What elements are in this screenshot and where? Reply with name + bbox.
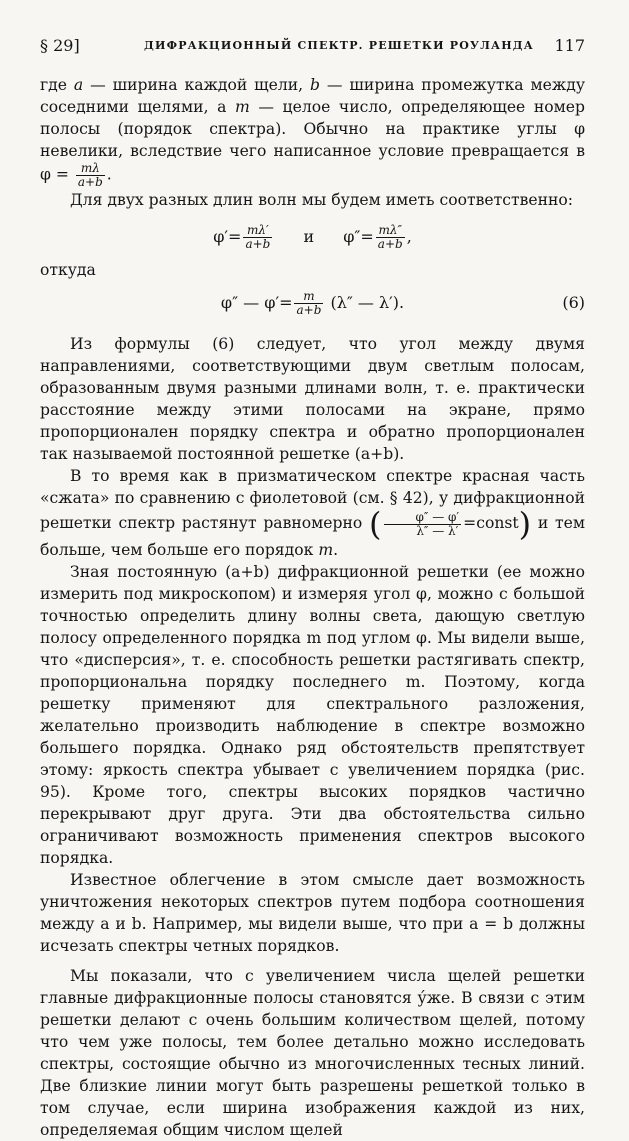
right-paren: ) (518, 505, 532, 543)
formula-lhs: φ″ — φ′= (220, 293, 293, 312)
section-reference: § 29] (40, 36, 80, 55)
paragraph-1 (40, 74, 585, 189)
fraction-numerator: mλ′ (243, 224, 272, 238)
formula-6 (40, 281, 585, 325)
text-run: . (106, 165, 112, 184)
text-run: и тем больше, чем больше его порядок (40, 514, 586, 559)
paragraph-3: Из формулы (6) следует, что угол между двумя направлениями, соответствующими двум светлым полосам, образованным двумя разными длинами волн, т. е. практически расстояние между этими полосами на экране, прямо пропорционален порядку спектра и обратно пропорционален так называемой постоянной решетке (a+b). (40, 335, 585, 463)
variable-m: m (235, 98, 250, 116)
fraction (384, 511, 462, 538)
text-run: . (333, 541, 339, 559)
fraction-numerator: mλ (76, 162, 105, 176)
fraction (294, 290, 323, 317)
fraction-denominator: a+b (77, 175, 103, 189)
text-run: где (40, 76, 74, 94)
fraction (243, 224, 272, 251)
fraction-numerator: mλ″ (376, 224, 405, 238)
left-paren: ( (369, 505, 382, 543)
fraction (376, 224, 405, 251)
variable-a: a (73, 76, 84, 94)
running-title: ДИФРАКЦИОННЫЙ СПЕКТР. РЕШЕТКИ РОУЛАНДА (144, 39, 534, 52)
formula-phi-prime (40, 215, 585, 259)
fraction-denominator: a+b (245, 237, 271, 251)
paragraph-4 (40, 465, 585, 561)
conjunction: и (303, 227, 315, 246)
paragraph-6: Известное облегчение в этом смысле дает возможность уничтожения некоторых спектров путем подбора соотношения между a и b. Например, мы видели выше, что при a = b должны исчезать спектры четных порядков. (40, 871, 585, 955)
fraction-denominator: a+b (377, 237, 403, 251)
text-run: В то время как в призматическом спектре красная часть «сжата» по сравнению с фиолетовой (см. § 42), у дифракционной решетки спектр растянут равномерно (40, 467, 585, 532)
word-whence: откуда (40, 261, 96, 279)
text-run: — ширина промежутка между соседними щелями, а (40, 76, 585, 116)
text-run: — целое число, определяющее номер полосы (порядок спектра). Обычно на практике углы φ невелики, вследствие чего написанное условие превращается в φ = (40, 98, 585, 184)
formula-rhs: (λ″ — λ′). (330, 293, 405, 312)
fraction (76, 162, 105, 189)
const-text: =const (463, 514, 519, 532)
paragraph-7: Мы показали, что с увеличением числа щелей решетки главные дифракционные полосы становятся у́же. В связи с этим решетки делают с очень большим количеством щелей, потому что чем уже полосы, тем более детально можно исследовать спектры, состоящие обычно из многочисленных тесных линий. Две близкие линии могут быть разрешены решеткой только в том случае, если ширина изображения каждой из них, определяемая общим числом щелей (40, 967, 585, 1139)
paragraph-5: Зная постоянную (a+b) дифракционной решетки (ее можно измерить под микроскопом) и измеряя угол φ, можно с большой точностью определить длину волны света, дающую светлую полосу определенного порядка m под углом φ. Мы видели выше, что «дисперсия», т. е. способность решетки растягивать спектр, пропорциональна порядку последнего m. Поэтому, когда решетку применяют для спектрального разложения, желательно производить наблюдение в спектре возможно большего порядка. Однако ряд обстоятельств препятствует этому: яркость спектра убывает с увеличением порядка (рис. 95). Кроме того, спектры высоких порядков частично перекрывают друг друга. Эти два обстоятельства сильно ограничивают возможность применения спектров высокого порядка. (40, 563, 585, 867)
running-header (40, 36, 585, 58)
fraction-numerator: m (294, 290, 323, 304)
fraction-numerator: φ″ — φ′ (384, 511, 462, 525)
fraction-denominator: a+b (296, 303, 322, 317)
text-run: — ширина каждой щели, (83, 76, 311, 94)
variable-m: m (318, 541, 334, 559)
equation-number: (6) (562, 293, 585, 312)
text-run: , (406, 227, 412, 246)
formula-lhs-1: φ′= (213, 227, 242, 246)
fraction-denominator: λ″ — λ′ (416, 523, 459, 538)
variable-b: b (310, 76, 321, 94)
paragraph-2: Для двух разных длин волн мы будем иметь соответственно: (70, 191, 574, 209)
formula-lhs-2: φ″= (343, 227, 374, 246)
page-number: 117 (554, 36, 585, 55)
page-body (40, 74, 585, 1141)
